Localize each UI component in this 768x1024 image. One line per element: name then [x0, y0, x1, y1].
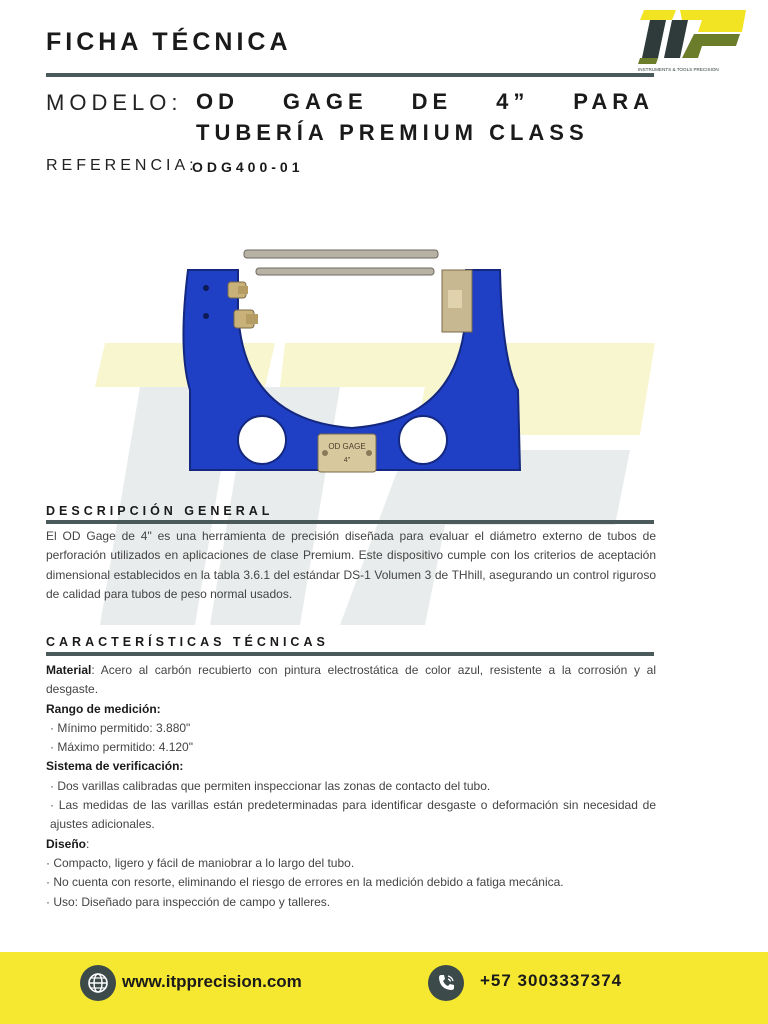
diseno-item: · No cuenta con resorte, eliminando el riesgo de errores en la medición debido a fatiga mecánica.: [46, 875, 564, 890]
itp-logo: [636, 6, 748, 74]
logo-tagline: INSTRUMENTS & TOOLS PRECISION: [638, 67, 719, 72]
material-label: Material: [46, 663, 92, 677]
caracteristicas-block: [46, 661, 656, 912]
gage-plate-text: OD GAGE: [328, 442, 366, 451]
diseno-item: · Compacto, ligero y fácil de maniobrar a lo largo del tubo.: [46, 855, 355, 870]
gage-plate-sub: 4": [343, 457, 351, 464]
phone-icon: [428, 965, 464, 1001]
caracteristicas-divider: [46, 652, 654, 656]
descripcion-text: El OD Gage de 4" es una herramienta de precisión diseñada para evaluar el diámetro externo de tubos de perforación utilizados en aplicaciones de clase Premium. Este dispositivo cumple con los criterios de aceptación dimensional establecidos en la tabla 3.6.1 del estándar DS-1 Volumen 3 de THhill, asegurando un control riguroso de calidad para tubos de peso normal usados.: [46, 529, 656, 601]
rango-label: Rango de medición:: [46, 701, 161, 716]
header-divider: [46, 73, 654, 77]
globe-icon: [80, 965, 116, 1001]
website-link[interactable]: www.itpprecision.com: [122, 972, 302, 991]
diseno-row: [46, 835, 656, 854]
descripcion-divider: [46, 520, 654, 524]
sistema-label: Sistema de verificación:: [46, 759, 184, 774]
sistema-item: · Las medidas de las varillas están predeterminadas para identificar desgaste o deformación sin necesidad de ajustes adicionales.: [50, 798, 656, 832]
rango-item: · Mínimo permitido: 3.880": [50, 720, 191, 735]
caracteristicas-title: CARACTERÍSTICAS TÉCNICAS: [46, 635, 329, 649]
sistema-item: · Dos varillas calibradas que permiten inspeccionar las zonas de contacto del tubo.: [50, 778, 491, 793]
modelo-label: MODELO:: [46, 90, 183, 115]
document-title: FICHA TÉCNICA: [46, 28, 292, 56]
od-gage-image: [180, 240, 525, 485]
referencia-label: REFERENCIA:: [46, 157, 198, 174]
referencia-value: ODG400-01: [192, 159, 304, 175]
diseno-colon: :: [86, 836, 90, 851]
material-row: [46, 661, 656, 700]
phone-number[interactable]: +57 3003337374: [480, 971, 623, 990]
diseno-label: Diseño: [46, 836, 87, 851]
diseno-item: · Uso: Diseñado para inspección de campo y talleres.: [46, 894, 331, 909]
descripcion-title: DESCRIPCIÓN GENERAL: [46, 504, 274, 518]
rango-item: · Máximo permitido: 4.120": [50, 740, 193, 755]
modelo-value: OD GAGE DE 4” PARA TUBERÍA PREMIUM CLASS: [196, 89, 654, 145]
material-text: : Acero al carbón recubierto con pintura electrostática de color azul, resistente a la corrosión y al desgaste.: [46, 663, 656, 697]
